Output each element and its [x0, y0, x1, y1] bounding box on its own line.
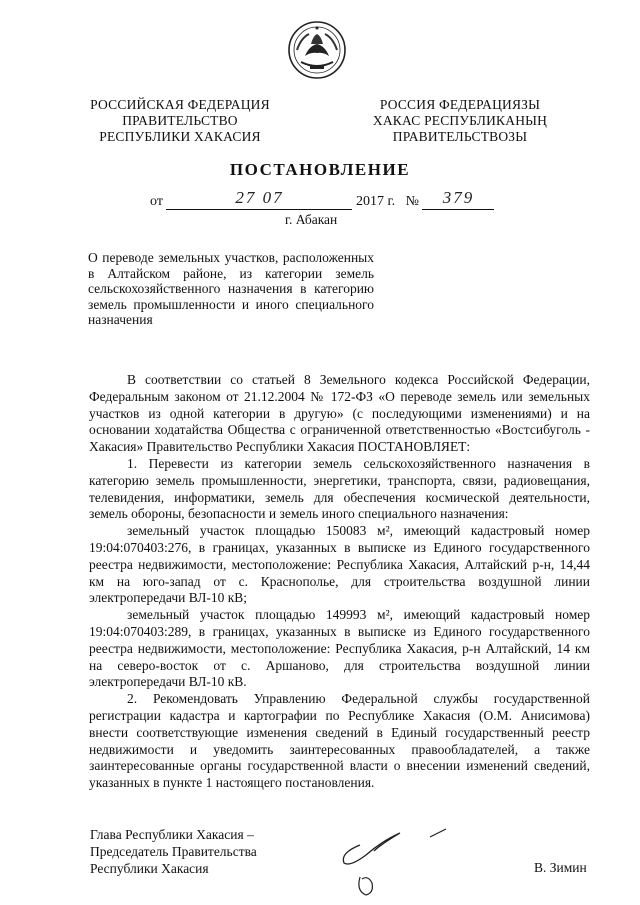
document-title: ПОСТАНОВЛЕНИЕ: [229, 160, 411, 179]
body-paragraph: 2. Рекомендовать Управлению Федеральной службы государственной регистрации кадастра и картографии по Республике Хакасия (О.М. Анисимова) внести соответствующие изменения сведений в Единый государственный реестр недвижимости и уведомить заинтересованных правообладателей, а также заинтересованные органы государственной власти о внесении изменений сведений, указанных в пункте 1 настоящего постановления.: [89, 691, 590, 791]
handwritten-signature: [330, 815, 460, 905]
document-subject: О переводе земельных участков, расположенных в Алтайском районе, из категории земель сельскохозяйственного назначения в категорию земель промышленности и иного специального назначения: [88, 250, 374, 328]
signatory-line: Республики Хакасия: [90, 861, 209, 876]
body-paragraph: земельный участок площадью 150083 м², имеющий кадастровый номер 19:04:070403:276, в границах, указанных в выписке из Единого государственного реестра недвижимости, местоположение: Республика Хакасия, Алтайский р-н, 14,44 км на юго-запад от с. Краснополье, для строительства воздушной линии электропередачи ВЛ-10 кВ;: [89, 523, 590, 606]
document-body: [89, 372, 590, 792]
header-right-line: РОССИЯ ФЕДЕРАЦИЯЗЫ: [379, 97, 541, 112]
coat-of-arms-icon: [287, 20, 347, 80]
header-right-line: ПРАВИТЕЛЬСТВОЗЫ: [392, 129, 528, 144]
header-left-line: РОССИЙСКАЯ ФЕДЕРАЦИЯ: [90, 97, 270, 112]
body-paragraph: 1. Перевести из категории земель сельскохозяйственного назначения в категорию земель промышленности, энергетики, транспорта, связи, радиовещания, телевидения, информатики, земель для обеспечения космической деятельности, земель обороны, безопасности и земель иного специального назначения:: [89, 455, 590, 522]
header-right: [360, 97, 560, 145]
city: г. Абакан: [285, 212, 338, 227]
body-paragraph: В соответствии со статьей 8 Земельного кодекса Российской Федерации, Федеральным законом от 21.12.2004 № 172-ФЗ «О переводе земель или земельных участков из одной категории в другую» (с последующими изменениями) и на основании ходатайства Общества с ограниченной ответственностью «Востсибуголь - Хакасия» Правительство Республики Хакасия ПОСТАНОВЛЯЕТ:: [89, 372, 590, 455]
signatory-name: В. Зимин: [534, 860, 587, 875]
number-handwritten: 379: [442, 188, 475, 207]
date-year: 2017 г.: [355, 194, 396, 209]
signatory-position: [90, 826, 257, 877]
number-field: [422, 188, 494, 210]
number-sign: №: [405, 194, 419, 209]
header-left-line: РЕСПУБЛИКИ ХАКАСИЯ: [99, 129, 261, 144]
header-left: [80, 97, 280, 145]
header-right-line: ХАКАС РЕСПУБЛИКАНЫҢ: [372, 113, 548, 128]
signatory-line: Председатель Правительства: [90, 844, 257, 859]
date-field: [166, 188, 352, 210]
header-left-line: ПРАВИТЕЛЬСТВО: [122, 113, 238, 128]
signatory-line: Глава Республики Хакасия –: [90, 827, 254, 842]
date-prefix: от: [150, 194, 163, 209]
date-handwritten: 27 07: [235, 188, 284, 207]
date-line: [150, 188, 494, 210]
body-paragraph: земельный участок площадью 149993 м², имеющий кадастровый номер 19:04:070403:289, в границах, указанных в выписке из Единого государственного реестра недвижимости, местоположение: Республика Хакасия, р-н Алтайский, 14 км на северо-восток от с. Аршаново, для строительства воздушной линии электропередачи ВЛ-10 кВ.: [89, 607, 590, 690]
